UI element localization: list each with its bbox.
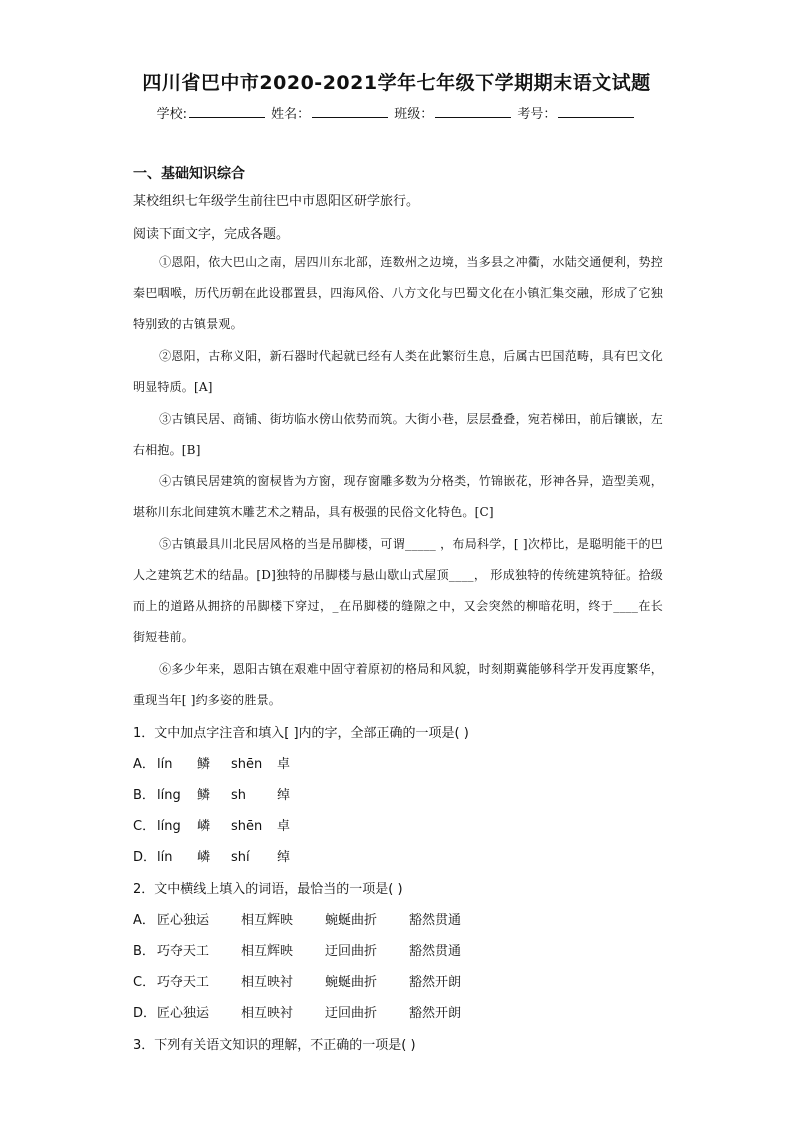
passage-paragraph-4: ④古镇民居建筑的窗棂皆为方窗，现存窗雕多数为分格类，竹锦嵌花，形神各异，造型美观，堪称川东北间建筑木雕艺术之精品，具有极强的民俗文化特色。[C] <box>133 474 663 519</box>
class-label: 班级： <box>394 107 434 122</box>
class-blank[interactable] <box>435 105 511 118</box>
q1-option-c[interactable]: C． líng 嶙 shēn 卓 <box>133 819 291 834</box>
passage-paragraph-3: ③古镇民居、商铺、街坊临水傍山依势而筑。大街小巷，层层叠叠，宛若梯田，前后镶嵌，左右相抱。[B] <box>133 412 663 457</box>
passage-paragraph-2: ②恩阳，古称义阳，新石器时代起就已经有人类在此繁衍生息，后属古巴国范畴，具有巴文化明显特质。[A] <box>133 349 663 394</box>
q2-option-a[interactable]: A． 匠心独运 相互辉映 蜿蜒曲折 豁然贯通 <box>133 913 462 928</box>
q1-option-d[interactable]: D．lín 嶙 shí 绰 <box>133 850 291 865</box>
question-1: 1．文中加点字注音和填入[ ]内的字，全部正确的一项是( ) <box>133 726 469 741</box>
page-title: 四川省巴中市2020-2021学年七年级下学期期末语文试题 <box>142 72 651 94</box>
number-label: 考号： <box>517 107 557 122</box>
q1-option-a[interactable]: A． lín 鳞 shēn 卓 <box>133 757 291 772</box>
question-2: 2．文中横线上填入的词语，最恰当的一项是( ) <box>133 882 403 897</box>
q2-option-d[interactable]: D．匠心独运 相互映衬 迂回曲折 豁然开朗 <box>133 1006 462 1021</box>
school-blank[interactable] <box>189 105 265 118</box>
section-heading: 一、基础知识综合 <box>133 166 245 182</box>
instruction-text: 阅读下面文字，完成各题。 <box>133 227 290 242</box>
q1-option-b[interactable]: B． líng 鳞 sh 绰 <box>133 788 291 803</box>
q2-option-b[interactable]: B． 巧夺天工 相互辉映 迂回曲折 豁然贯通 <box>133 944 462 959</box>
intro-text: 某校组织七年级学生前往巴中市恩阳区研学旅行。 <box>133 194 420 209</box>
passage-paragraph-1: ①恩阳，依大巴山之南，居四川东北部，连数州之边境，当多县之冲衢，水陆交通便利，势控秦巴咽喉，历代历朝在此设郡置县，四海风俗、八方文化与巴蜀文化在小镇汇集交融，形成了它独特别致的古镇景观。 <box>133 255 663 331</box>
passage-paragraph-6: ⑥多少年来，恩阳古镇在艰难中固守着原初的格局和风貌，时刻期冀能够科学开发再度繁华，重现当年[ ]约多姿的胜景。 <box>133 662 663 707</box>
student-info-line <box>0 103 793 122</box>
q2-option-c[interactable]: C． 巧夺天工 相互映衬 蜿蜒曲折 豁然开朗 <box>133 975 462 990</box>
name-label: 姓名： <box>271 107 311 122</box>
passage-paragraph-5: ⑤古镇最具川北民居风格的当是吊脚楼，可谓_____ ，布局科学，[ ]次栉比，是聪明能干的巴人之建筑艺术的结晶。[D]独特的吊脚楼与悬山歇山式屋顶____， 形成独特的传统建筑特征。拾级而上的道路从拥挤的吊脚楼下穿过，_在吊脚楼的缝隙之中，又会突然的柳暗花明，终于____在长街短巷前。 <box>133 537 663 644</box>
question-3: 3．下列有关语文知识的理解，不正确的一项是( ) <box>133 1038 416 1053</box>
number-blank[interactable] <box>558 105 634 118</box>
school-label: 学校: <box>156 107 187 122</box>
name-blank[interactable] <box>312 105 388 118</box>
